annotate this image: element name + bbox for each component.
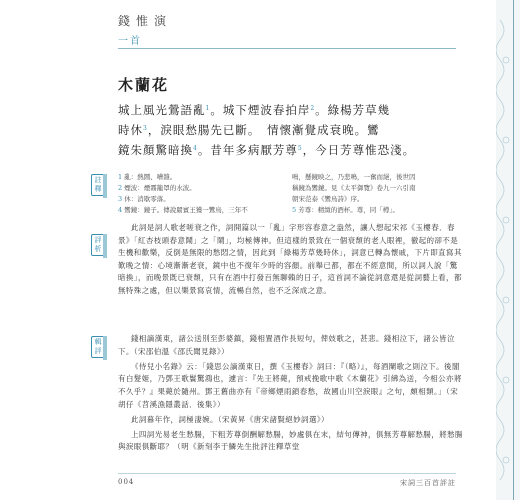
note-item [118, 183, 283, 194]
commentary-paragraph: 錢相謫漢東，諸公送別至彭婆鎮，錢相置酒作長短句，俾妓歌之，甚悲。錢相泣下，諸公皆泣下。（宋邵伯溫《邵氏聞見錄》） [118, 334, 455, 356]
note-text: 鸞鏡：鏡子。傳說罽賓王獲一鸞鳥，三年不 [124, 206, 248, 214]
note-item [292, 194, 457, 205]
notes-right-column [292, 172, 457, 216]
header-divider [118, 48, 456, 49]
note-number: 4 [118, 206, 125, 214]
note-number: 5 [292, 206, 299, 214]
note-text: 芳尊：精緻的酒杯。尊，同「樽」。 [298, 206, 399, 214]
decorative-border [496, 0, 520, 500]
border-line [513, 0, 514, 500]
poem-count: 一首 [118, 36, 142, 47]
note-item [292, 183, 457, 194]
commentary-paragraph: 《侍兒小名錄》云：「錢思公謫漢東日，撰《玉樓春》詞曰：『（略）』，每酒闌歌之則泣下。後閣有白髮姬，乃鄧王歌鬟驚鴻也，遽言：『先王將薨，預戒挽歌中歌《木蘭花》引紼為送，今相公亦將不久乎？』果薨於隨州。鄧王舊曲亦有『帝鄉煙雨鎖春愁，故國山川空淚眼』之句，頗相類。」（宋胡仔《苕溪漁隱叢話．後集》） [118, 361, 462, 409]
commentary-marker [103, 336, 107, 360]
note-text: 亂：熱鬧、嘈雜。 [124, 173, 177, 181]
note-item [118, 194, 283, 205]
note-number: 2 [118, 184, 125, 192]
poem-line: 時休$^3$，淚眼愁腸先已斷。 情懷漸覺成衰晚。鸞 [118, 123, 380, 137]
note-item [118, 172, 283, 183]
note-text: 朝宋范泰《鸞鳥詩》序。 [292, 195, 364, 203]
note-item [118, 205, 283, 216]
commentary-paragraph: 上四詞光易老生愁腸，下粗芳尊倒酬解愁腸，妙處俱在末，結句傳神，俱無芳尊解愁腸，將愁腸與淚眼俱斷耶？（明《新刻李于鱗先生批評注釋草堂 [118, 429, 463, 452]
floral-pattern-icon [496, 0, 520, 500]
note-text: 煙波：煙霧籠罩的水波。 [124, 184, 196, 192]
note-number: 1 [118, 173, 125, 181]
book-title: 宋詞三百首評註 [400, 479, 456, 487]
poem-line: 鏡朱顏驚暗換$^4$。昔年多病厭芳尊$^5$，今日芳尊惟恐淺。 [118, 143, 416, 157]
footer-divider [118, 473, 456, 474]
commentary-section [118, 333, 463, 456]
critique-section [118, 222, 463, 298]
poem-text [118, 100, 463, 160]
poem-title: 木蘭花 [118, 76, 170, 94]
critique-paragraph: 此詞是詞人歌老嗟衰之作，詞開篇以一「亂」字形容春意之盎然，讓人想起宋祁《玉樓春．春景》「紅杏枝頭春意鬧」之「鬧」，均極傳神。但這樣的景致在一個衰頹的老人眼裡，徹起的卻不是生機和歡樂，反倒是無限的愁悶之情，因此到「綠楊芳草幾時休」，詞意已轉為懷戚，下片即直寫其歎晚之情：心境漸漸老衰，鏡中也不復年少時的容顏。前舉已都，都在不經意間，所以詞人說「驚暗換」，而晚景既已衰頹，只有在酒中打發百無聊賴的日子，這首詞不論從詞意還是從詞藝上看，都無特殊之處，但以樂景寫哀情，流暢自然，也不乏深成之意。 [118, 223, 462, 295]
page-number: 004 [118, 478, 135, 486]
note-text: 鳴，懸鏡映之，乃悲鳴，一奮而絕，後世因 [292, 173, 416, 181]
note-item [292, 205, 457, 216]
notes-marker [103, 174, 107, 198]
critique-marker [103, 234, 107, 258]
notes-left-column [118, 172, 283, 216]
note-item [292, 172, 457, 183]
note-text: 休：消歇零落。 [124, 195, 170, 203]
critique-label: 評析 [91, 234, 105, 256]
commentary-label: 輯評 [91, 336, 105, 358]
notes-label: 註釋 [91, 174, 105, 196]
commentary-paragraph: 此詞暮年作，詞極淒婉。（宋黃昇《唐宋諸賢絕妙詞選》） [131, 414, 329, 424]
note-number: 3 [118, 195, 125, 203]
poem-line: 城上風光鶯語亂$^1$。城下煙波春拍岸$^2$。綠楊芳草幾 [118, 103, 391, 117]
note-text: 稱鏡為鸞鏡。見《太平御覽》卷九一六引南 [292, 184, 416, 192]
author-name: 錢惟演 [118, 14, 173, 28]
